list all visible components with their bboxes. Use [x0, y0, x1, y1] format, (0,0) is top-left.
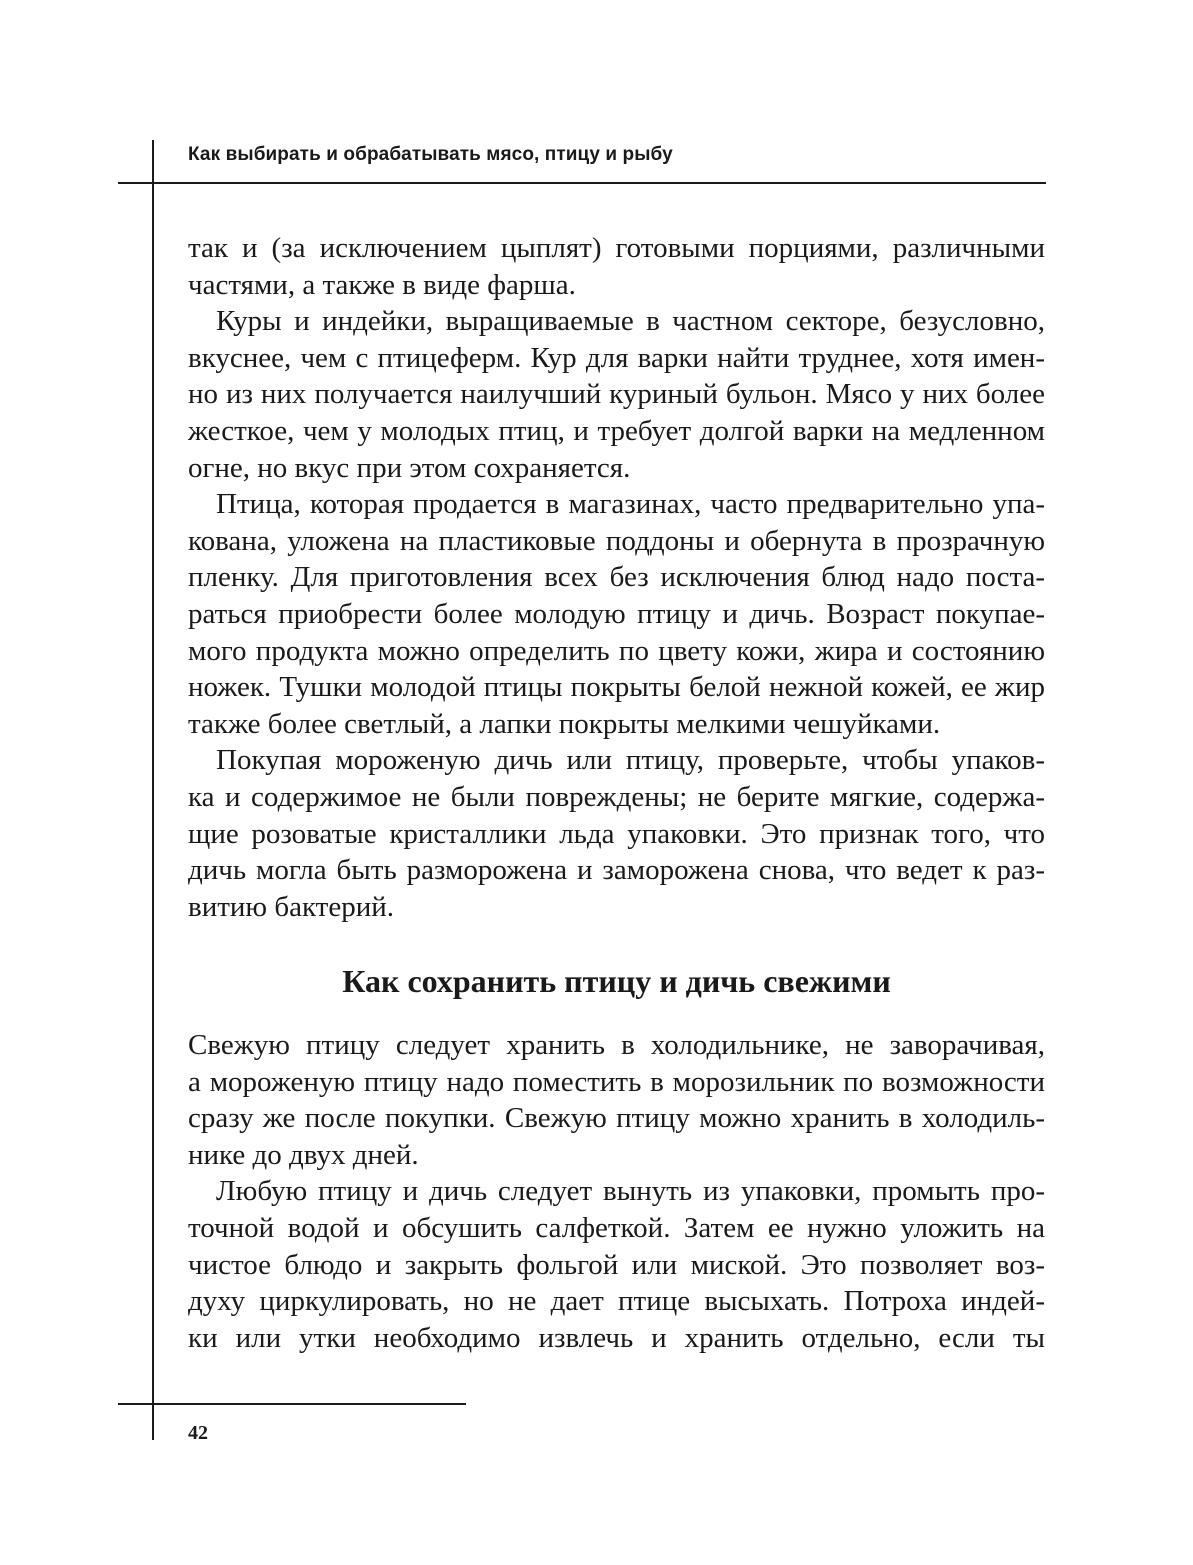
body-text-section-two — [188, 1027, 1045, 1356]
text-line: чистое блюдо и закрыть фольгой или миской. Это позволяет воз- — [188, 1248, 1045, 1281]
text-line: дичь могла быть разморожена и заморожена снова, что ведет к раз- — [188, 854, 1045, 887]
header-rule — [118, 182, 1046, 184]
text-line: кована, уложена на пластиковые поддоны и обернута в прозрачную — [188, 524, 1045, 557]
body-text-section-one — [188, 230, 1045, 925]
text-line: раться приобрести более молодую птицу и дичь. Возраст покупае- — [188, 597, 1045, 630]
text-line: ка и содержимое не были повреждены; не берите мягкие, содержа- — [188, 780, 1045, 813]
text-line: жесткое, чем у молодых птиц, и требует долгой варки на медленном — [188, 414, 1045, 447]
text-line: Любую птицу и дичь следует вынуть из упаковки, промыть про- — [216, 1175, 1045, 1208]
text-line: духу циркулировать, но не дает птице высыхать. Потроха индей- — [188, 1285, 1045, 1318]
text-line: сразу же после покупки. Свежую птицу можно хранить в холодиль- — [188, 1102, 1045, 1135]
text-line: щие розоватые кристаллики льда упаковки. Это признак того, что — [188, 817, 1045, 850]
text-line: Покупая мороженую дичь или птицу, проверьте, чтобы упаков- — [216, 744, 1045, 777]
text-line: также более светлый, а лапки покрыты мелкими чешуйками. — [188, 707, 941, 740]
text-line: ножек. Тушки молодой птицы покрыты белой нежной кожей, ее жир — [188, 671, 1045, 704]
text-line: Птица, которая продается в магазинах, часто предварительно упа- — [216, 488, 1045, 521]
text-line: витию бактерий. — [188, 890, 394, 923]
text-line: так и (за исключением цыплят) готовыми порциями, различными — [188, 232, 1045, 264]
text-line: мого продукта можно определить по цвету кожи, жира и состоянию — [188, 634, 1045, 667]
running-head: Как выбирать и обрабатывать мясо, птицу и рыбу — [188, 144, 673, 165]
text-line: точной водой и обсушить салфеткой. Затем ее нужно уложить на — [188, 1211, 1045, 1244]
text-line: Куры и индейки, выращиваемые в частном секторе, безусловно, — [216, 305, 1045, 338]
footer-rule — [118, 1403, 466, 1405]
text-line: нике до двух дней. — [188, 1138, 419, 1171]
text-line: частями, а также в виде фарша. — [188, 268, 576, 301]
text-line: ки или утки необходимо извлечь и хранить отдельно, если ты — [188, 1321, 1045, 1354]
text-line: огне, но вкус при этом сохраняется. — [188, 451, 631, 484]
text-line: а мороженую птицу надо поместить в морозильник по возможности — [188, 1065, 1045, 1098]
text-line: пленку. Для приготовления всех без исключения блюд надо поста- — [188, 561, 1045, 594]
text-line: но из них получается наилучший куриный бульон. Мясо у них более — [188, 378, 1045, 411]
margin-rule-vertical — [152, 140, 154, 1440]
text-line: Свежую птицу следует хранить в холодильнике, не заворачивая, — [188, 1029, 1045, 1061]
page-number: 42 — [188, 1422, 208, 1444]
text-line: вкуснее, чем с птицеферм. Кур для варки найти труднее, хотя имен- — [188, 341, 1045, 374]
section-heading: Как сохранить птицу и дичь свежими — [342, 963, 891, 999]
